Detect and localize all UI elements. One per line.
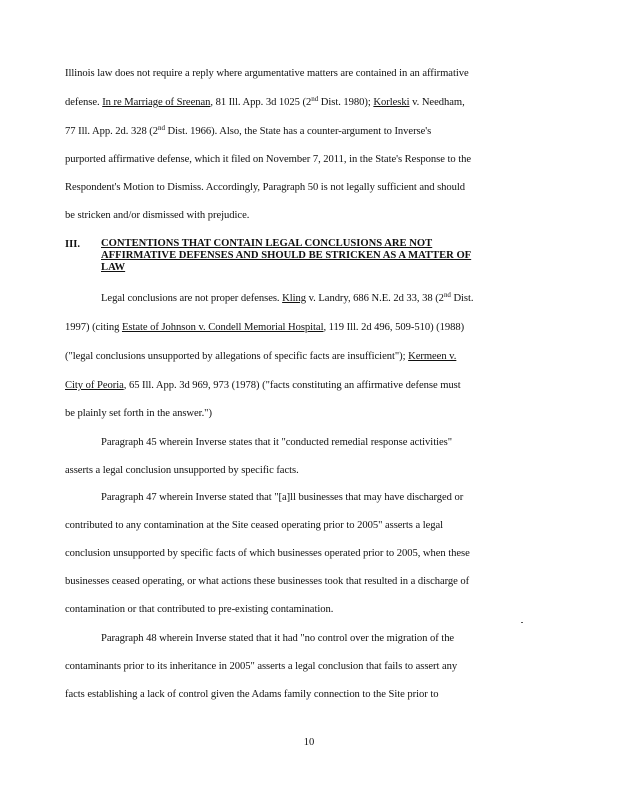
case-citation: City of Peoria xyxy=(65,380,124,391)
case-citation: Korleski xyxy=(373,97,410,108)
text-run: ("legal conclusions unsupported by allegations of specific facts are insufficient"); xyxy=(65,351,409,362)
text-line xyxy=(101,292,474,306)
section-heading-line: CONTENTIONS THAT CONTAIN LEGAL CONCLUSIONS ARE NOT xyxy=(101,238,433,249)
text-line xyxy=(65,321,464,335)
text-run: Dist. 1980); xyxy=(318,97,374,108)
superscript: nd xyxy=(443,291,451,299)
text-run: v. Needham, xyxy=(409,97,465,108)
text-line xyxy=(65,379,461,393)
text-line: Illinois law does not require a reply where argumentative matters are contained in an affirmative xyxy=(65,68,469,79)
text-line xyxy=(65,350,456,364)
text-line: facts establishing a lack of control given the Adams family connection to the Site prior to xyxy=(65,689,439,700)
section-heading-line: AFFIRMATIVE DEFENSES AND SHOULD BE STRICKEN AS A MATTER OF xyxy=(101,250,472,261)
text-line: Paragraph 45 wherein Inverse states that it "conducted remedial response activities" xyxy=(101,437,452,448)
page-number: 10 xyxy=(303,737,315,748)
text-run: , 65 Ill. App. 3d 969, 973 (1978) ("facts constituting an affirmative defense must xyxy=(123,380,461,391)
text-line xyxy=(65,125,431,139)
text-run: , 119 Ill. 2d 496, 509-510) (1988) xyxy=(323,322,465,333)
text-run: v. Landry, 686 N.E. 2d 33, 38 (2 xyxy=(306,293,444,304)
text-line xyxy=(65,96,465,110)
text-line: be plainly set forth in the answer.") xyxy=(65,408,212,419)
section-heading-line: LAW xyxy=(101,262,126,273)
text-run: defense. xyxy=(65,97,103,108)
text-line: contaminants prior to its inheritance in 2005" asserts a legal conclusion that fails to assert any xyxy=(65,661,458,672)
scan-speck xyxy=(521,622,523,623)
text-run: Legal conclusions are not proper defenses. xyxy=(101,293,283,304)
text-line: Respondent's Motion to Dismiss. Accordingly, Paragraph 50 is not legally sufficient and should xyxy=(65,182,466,193)
superscript: nd xyxy=(311,95,319,103)
text-line: conclusion unsupported by specific facts of which businesses operated prior to 2005, when these xyxy=(65,548,470,559)
case-citation: Estate of Johnson v. Condell Memorial Hospital xyxy=(121,322,324,333)
text-line: be stricken and/or dismissed with prejudice. xyxy=(65,210,250,221)
text-run: 77 Ill. App. 2d. 328 (2 xyxy=(65,126,159,137)
text-line: businesses ceased operating, or what actions these businesses took that resulted in a discharge of xyxy=(65,576,470,587)
text-run: 1997) (citing xyxy=(65,322,122,333)
superscript: nd xyxy=(158,124,165,132)
text-line: Paragraph 47 wherein Inverse stated that "[a]ll businesses that may have discharged or xyxy=(101,492,464,503)
text-line: contamination or that contributed to pre-existing contamination. xyxy=(65,604,334,615)
text-run: Dist. xyxy=(450,293,474,304)
case-citation: Kling xyxy=(282,293,307,304)
case-citation: Kermeen v. xyxy=(408,351,457,362)
text-line: asserts a legal conclusion unsupported by specific facts. xyxy=(65,465,299,476)
text-run: , 81 Ill. App. 3d 1025 (2 xyxy=(210,97,312,108)
case-citation: In re Marriage of Sreenan xyxy=(102,97,211,108)
section-number: III. xyxy=(65,239,81,250)
text-line: purported affirmative defense, which it filed on November 7, 2011, in the State's Response to the xyxy=(65,154,471,165)
text-run: Dist. 1966). Also, the State has a counter-argument to Inverse's xyxy=(164,126,432,137)
text-line: Paragraph 48 wherein Inverse stated that it had "no control over the migration of the xyxy=(101,633,455,644)
text-line: contributed to any contamination at the Site ceased operating prior to 2005" asserts a legal xyxy=(65,520,444,531)
